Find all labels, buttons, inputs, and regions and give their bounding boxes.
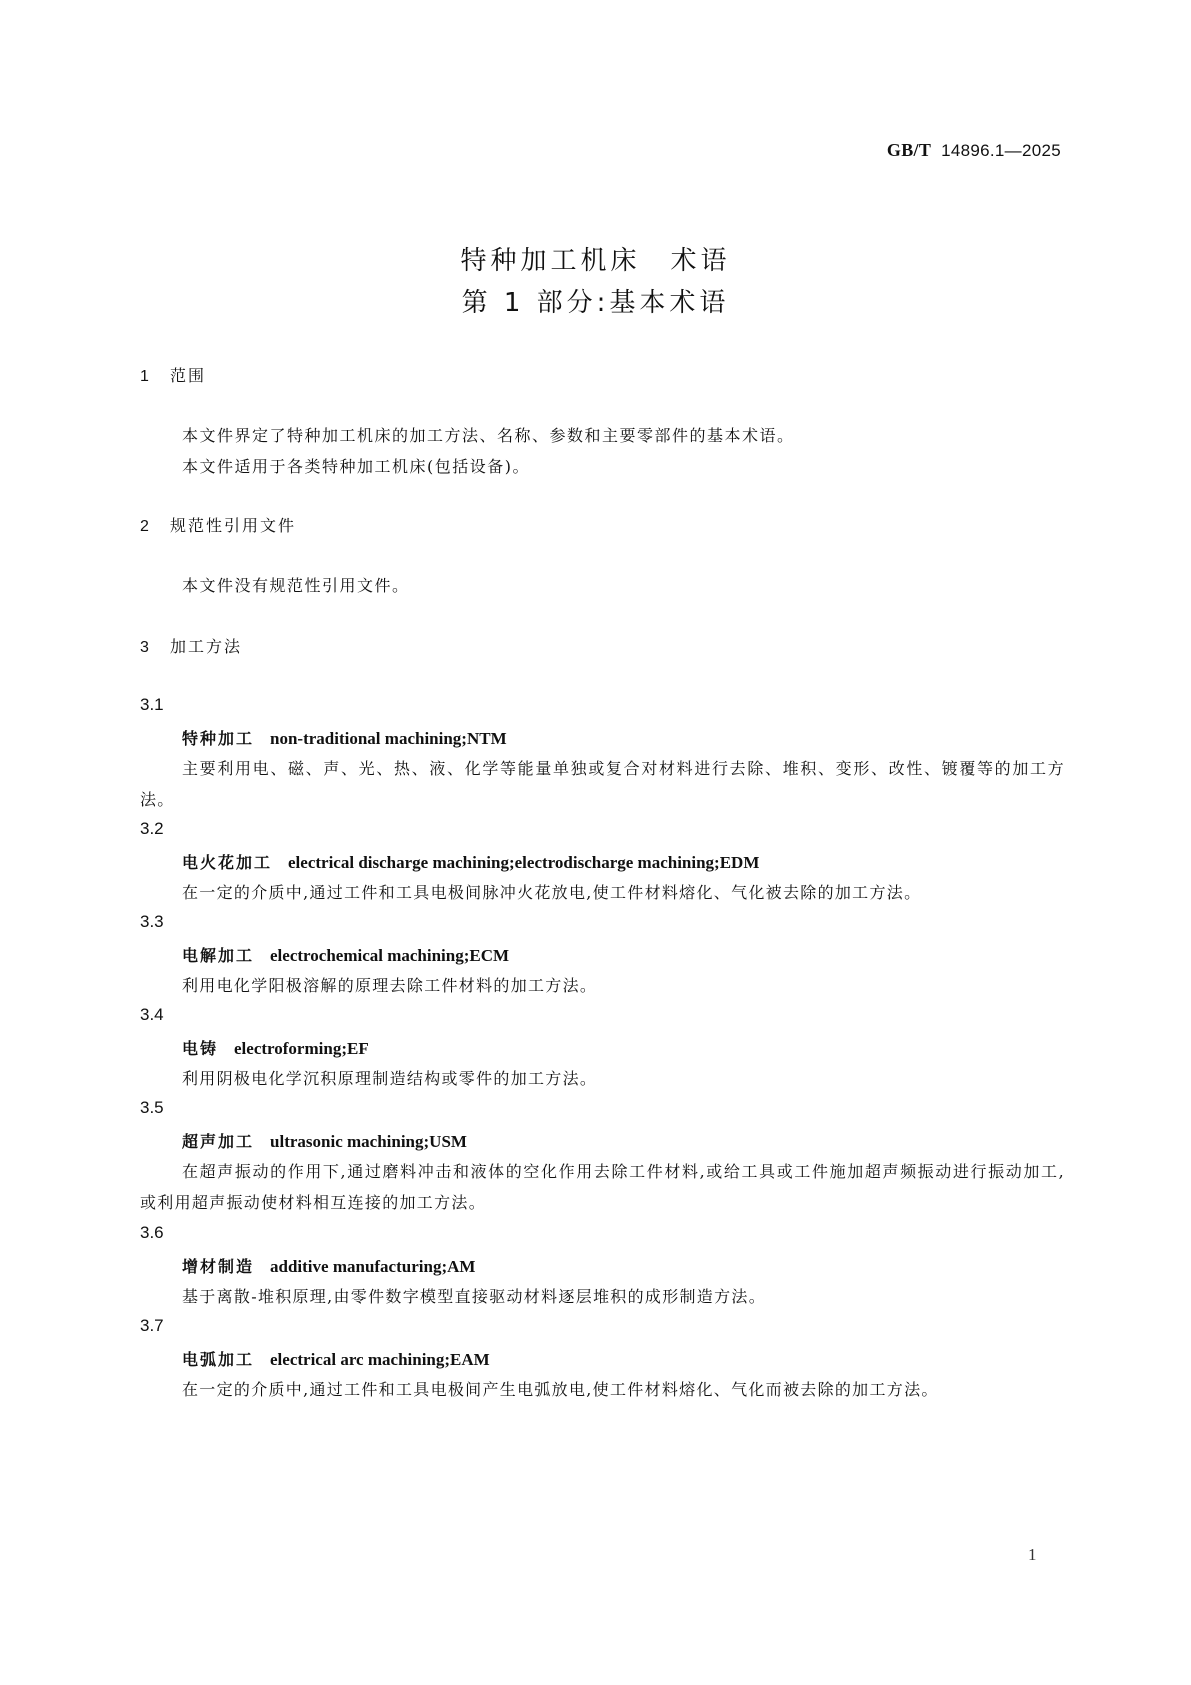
section-title: 规范性引用文件 bbox=[170, 516, 297, 535]
term-en: ultrasonic machining;USM bbox=[270, 1132, 467, 1151]
section-heading-3 bbox=[140, 634, 242, 657]
term-en: electrical discharge machining;electrodischarge machining;EDM bbox=[288, 853, 760, 872]
entry-number: 3.5 bbox=[140, 1098, 164, 1117]
entry-number: 3.7 bbox=[140, 1316, 164, 1335]
section-number: 2 bbox=[140, 518, 151, 535]
term-en: additive manufacturing;AM bbox=[270, 1257, 476, 1276]
section-1-paragraph-1: 本文件界定了特种加工机床的加工方法、名称、参数和主要零部件的基本术语。 bbox=[182, 426, 795, 445]
term-zh: 电火花加工 bbox=[182, 853, 273, 872]
term-en: electrochemical machining;ECM bbox=[270, 946, 510, 965]
section-title: 加工方法 bbox=[170, 637, 243, 656]
term-zh: 电弧加工 bbox=[182, 1350, 255, 1369]
section-number: 3 bbox=[140, 639, 151, 656]
standard-prefix: GB/T bbox=[886, 140, 932, 160]
term-en: non-traditional machining;NTM bbox=[270, 729, 507, 748]
term-definition: 在超声振动的作用下,通过磨料冲击和液体的空化作用去除工件材料,或给工具或工件施加超声频振动进行振动加工,或利用超声振动使材料相互连接的加工方法。 bbox=[140, 1162, 1065, 1212]
term-heading bbox=[182, 943, 509, 966]
page-number: 1 bbox=[1028, 1545, 1037, 1564]
standard-code bbox=[887, 140, 1061, 161]
term-zh: 特种加工 bbox=[182, 729, 255, 748]
term-definition: 在一定的介质中,通过工件和工具电极间脉冲火花放电,使工件材料熔化、气化被去除的加工方法。 bbox=[182, 883, 922, 902]
term-heading bbox=[182, 1254, 475, 1277]
section-1-paragraph-2: 本文件适用于各类特种加工机床(包括设备)。 bbox=[182, 457, 530, 476]
term-zh: 电解加工 bbox=[182, 946, 255, 965]
section-heading-1 bbox=[140, 363, 206, 386]
title-main: 特种加工机床 bbox=[460, 246, 641, 276]
section-title: 范围 bbox=[170, 366, 207, 385]
term-definition: 利用阴极电化学沉积原理制造结构或零件的加工方法。 bbox=[182, 1069, 598, 1088]
term-heading bbox=[182, 1036, 369, 1059]
term-heading bbox=[182, 1129, 467, 1152]
title-sub: 术语 bbox=[670, 246, 731, 276]
term-heading bbox=[182, 850, 759, 873]
term-definition: 利用电化学阳极溶解的原理去除工件材料的加工方法。 bbox=[182, 976, 598, 995]
entry-number: 3.3 bbox=[140, 912, 164, 931]
term-zh: 增材制造 bbox=[182, 1257, 255, 1276]
section-number: 1 bbox=[140, 368, 151, 385]
term-en: electroforming;EF bbox=[234, 1039, 369, 1058]
entry-number: 3.2 bbox=[140, 819, 164, 838]
term-definition: 主要利用电、磁、声、光、热、液、化学等能量单独或复合对材料进行去除、堆积、变形、改性、镀覆等的加工方法。 bbox=[140, 759, 1065, 809]
entry-number: 3.1 bbox=[140, 695, 164, 714]
entry-number: 3.6 bbox=[140, 1223, 164, 1242]
document-title bbox=[0, 240, 1191, 324]
title-line-1 bbox=[0, 240, 1191, 282]
term-zh: 超声加工 bbox=[182, 1132, 255, 1151]
title-line-2: 第 1 部分:基本术语 bbox=[461, 288, 730, 318]
term-definition: 在一定的介质中,通过工件和工具电极间产生电弧放电,使工件材料熔化、气化而被去除的加工方法。 bbox=[182, 1380, 939, 1399]
term-definition: 基于离散-堆积原理,由零件数字模型直接驱动材料逐层堆积的成形制造方法。 bbox=[182, 1287, 766, 1306]
entry-number: 3.4 bbox=[140, 1005, 164, 1024]
term-en: electrical arc machining;EAM bbox=[270, 1350, 490, 1369]
term-heading bbox=[182, 726, 507, 749]
standard-number: 14896.1—2025 bbox=[941, 141, 1061, 160]
term-heading bbox=[182, 1347, 490, 1370]
section-heading-2 bbox=[140, 513, 296, 536]
section-2-paragraph-1: 本文件没有规范性引用文件。 bbox=[182, 576, 410, 595]
term-zh: 电铸 bbox=[182, 1039, 219, 1058]
